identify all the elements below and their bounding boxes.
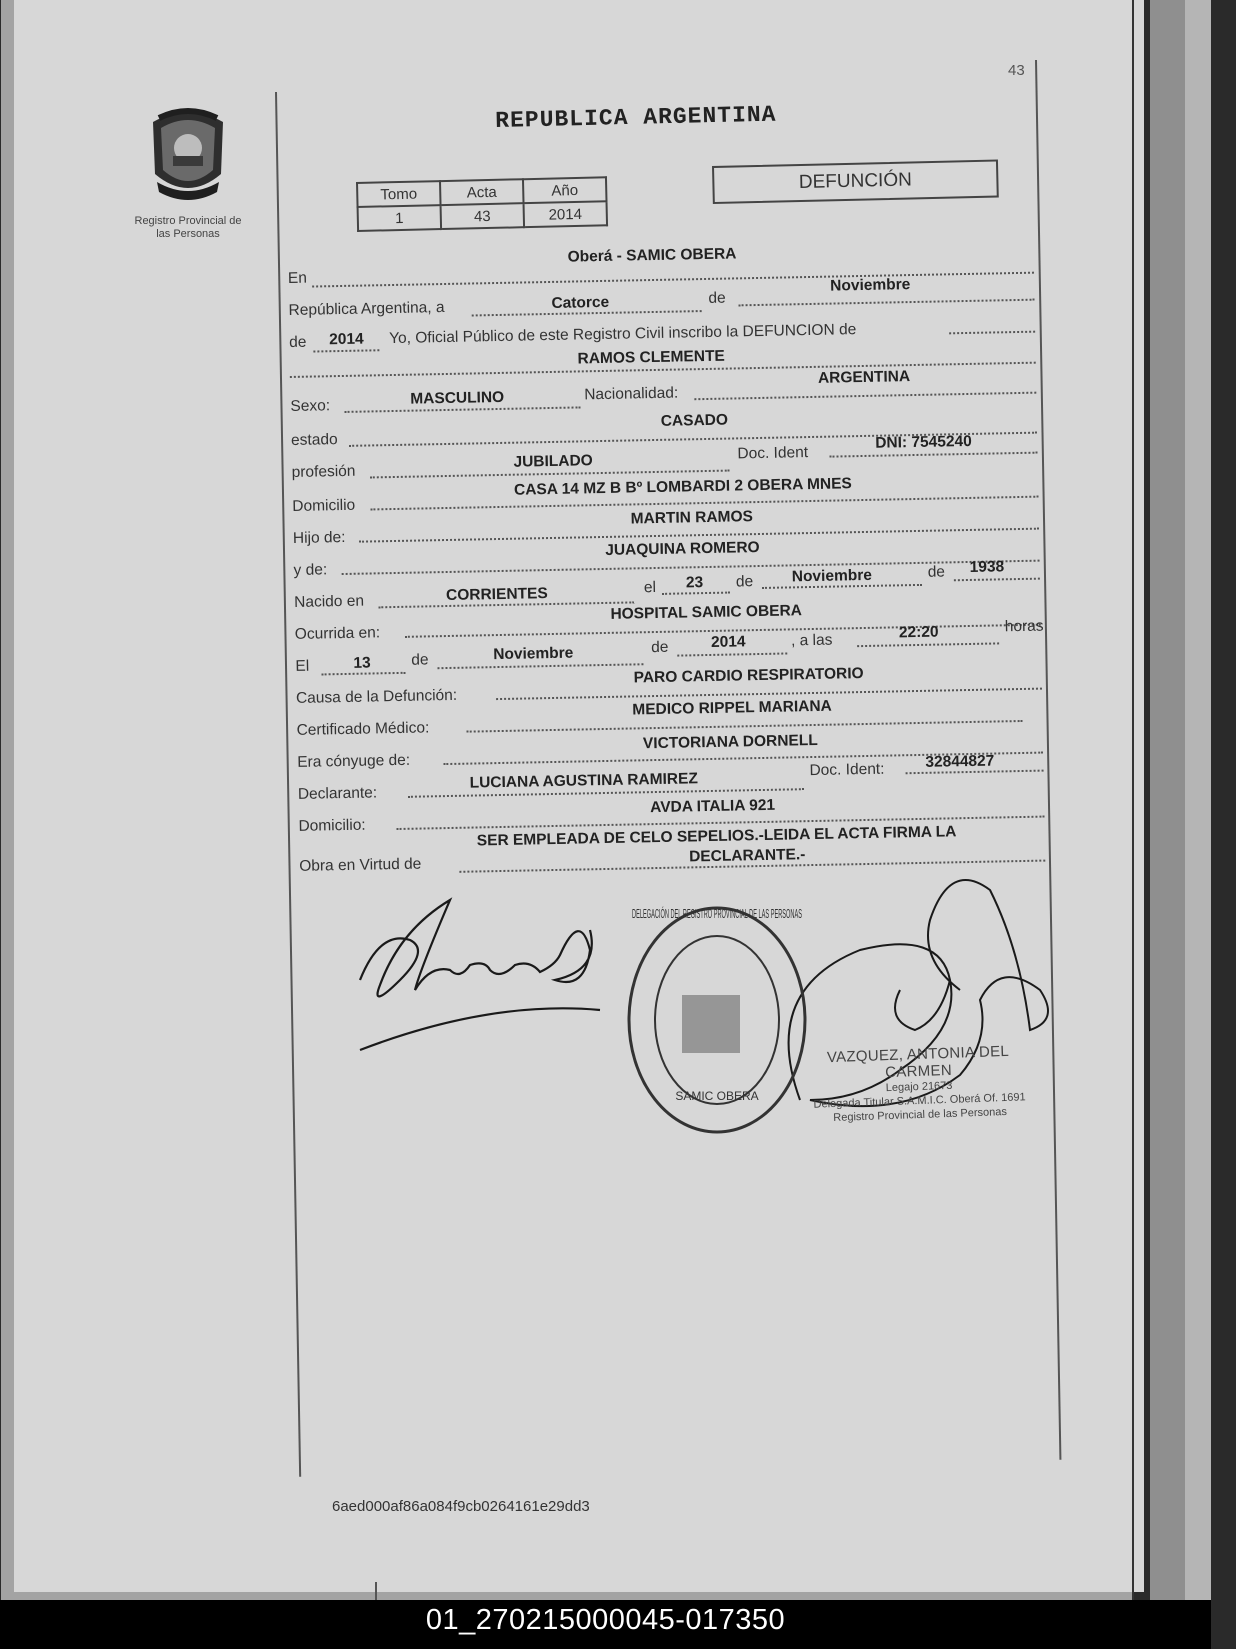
def-anio-line xyxy=(677,652,787,656)
mes-line xyxy=(739,299,1035,307)
official-block xyxy=(793,1042,1046,1127)
profesion-label: profesión xyxy=(291,462,356,481)
padre-value: MARTIN RAMOS xyxy=(630,508,754,528)
hora-value: 22:20 xyxy=(898,623,939,642)
mes-value: Noviembre xyxy=(830,276,911,295)
domicilio-label: Domicilio xyxy=(292,496,356,515)
nacionalidad-line xyxy=(694,392,1036,401)
header-anio: Año xyxy=(523,177,607,203)
inscribo-line xyxy=(949,331,1035,335)
el-label: el xyxy=(643,578,657,597)
profesion-value: JUBILADO xyxy=(513,452,593,471)
madre-value: JUAQUINA ROMERO xyxy=(605,538,760,559)
stamp-text: DELEGACIÓN DEL REGISTRO PROVINCIAL DE LAS PERSONAS xyxy=(632,906,803,921)
def-dia-value: 13 xyxy=(353,654,371,672)
doc-label: Doc. Ident xyxy=(737,444,809,463)
value-anio: 2014 xyxy=(524,201,608,227)
yde-label: y de: xyxy=(293,561,328,579)
nombre-value: RAMOS CLEMENTE xyxy=(577,347,725,368)
declarant-signature xyxy=(360,900,600,1050)
de-label-2: de xyxy=(289,333,307,351)
dia-texto-value: Catorce xyxy=(551,293,610,312)
estado-label: estado xyxy=(290,431,338,449)
inscribo-text: Yo, Oficial Público de este Registro Civil inscribo la DEFUNCION de xyxy=(388,321,857,348)
lugar-line xyxy=(312,272,1034,288)
horas-label: horas xyxy=(1004,617,1044,636)
anio-value: 2014 xyxy=(328,330,364,349)
doc-line xyxy=(829,452,1037,458)
def-de-label: de xyxy=(411,651,429,669)
declarante-value: LUCIANA AGUSTINA RAMIREZ xyxy=(469,770,699,792)
def-anio-value: 2014 xyxy=(710,633,746,651)
en-label: En xyxy=(287,269,308,287)
header-tomo: Tomo xyxy=(357,181,441,207)
lugar-value: Oberá - SAMIC OBERA xyxy=(567,245,737,266)
document-hash: 6aed000af86a084f9cb0264161e29dd3 xyxy=(332,1498,590,1515)
nac-anio-value: 1938 xyxy=(969,558,1005,576)
def-mes-line xyxy=(437,663,643,669)
nac-de-label: de xyxy=(735,573,754,591)
decl-doc-label: Doc. Ident: xyxy=(809,760,885,780)
value-acta: 43 xyxy=(441,203,525,229)
obra-label: Obra en Virtud de xyxy=(299,855,422,875)
estado-value: CASADO xyxy=(660,411,729,430)
certificado-line xyxy=(467,720,1023,733)
conyuge-value: VICTORIANA DORNELL xyxy=(642,731,818,753)
seal-caption-line1: Registro Provincial de xyxy=(134,215,242,227)
seal-caption-line2: las Personas xyxy=(156,228,220,240)
document-title: REPUBLICA ARGENTINA xyxy=(495,101,777,134)
obra-line1-value: SER EMPLEADA DE CELO SEPELIOS.-LEIDA EL ACTA FIRMA LA xyxy=(476,823,957,850)
official-cargo: Delegada Titular S.A.M.I.C. Oberá Of. 1691 xyxy=(813,1091,1026,1111)
nac-mes-line xyxy=(762,584,922,589)
nacionalidad-label: Nacionalidad: xyxy=(584,384,679,404)
sexo-label: Sexo: xyxy=(290,397,331,415)
de-label-1: de xyxy=(708,289,726,307)
nac-de-label2: de xyxy=(927,563,946,581)
doc-value: DNI: 7545240 xyxy=(875,432,972,452)
certificado-value: MEDICO RIPPEL MARIANA xyxy=(632,697,832,719)
nac-dia-line xyxy=(662,592,730,595)
nac-anio-line xyxy=(954,578,1040,582)
header-acta: Acta xyxy=(440,179,524,205)
def-de-label2: de xyxy=(650,638,669,657)
conyuge-label: Era cónyuge de: xyxy=(297,751,411,771)
decl-doc-value: 32844827 xyxy=(925,752,995,771)
hora-line xyxy=(857,642,999,647)
def-mes-value: Noviembre xyxy=(493,644,574,664)
sexo-value: MASCULINO xyxy=(410,388,505,408)
causa-label: Causa de la Defunción: xyxy=(295,686,458,707)
decl-dom-label: Domicilio: xyxy=(298,816,366,835)
decl-dom-value: AVDA ITALIA 921 xyxy=(650,796,776,817)
causa-value: PARO CARDIO RESPIRATORIO xyxy=(633,665,864,687)
ocurrida-value: HOSPITAL SAMIC OBERA xyxy=(610,602,803,623)
official-registro: Registro Provincial de las Personas xyxy=(833,1105,1008,1125)
alas-label: , a las xyxy=(790,631,833,650)
nacionalidad-value: ARGENTINA xyxy=(817,368,911,387)
certificado-label: Certificado Médico: xyxy=(296,719,430,739)
republica-label: República Argentina, a xyxy=(288,299,445,319)
el2-label: El xyxy=(295,657,310,675)
act-type-box: DEFUNCIÓN xyxy=(712,160,999,204)
registry-stamp xyxy=(622,900,812,1140)
obra-line2-value: DECLARANTE.- xyxy=(688,846,806,866)
nac-dia-value: 23 xyxy=(685,574,704,592)
official-name: VAZQUEZ, ANTONIA DEL CARMEN xyxy=(826,1042,1010,1082)
footer-id: 01_270215000045-017350 xyxy=(425,1604,786,1636)
hijo-label: Hijo de: xyxy=(292,528,346,547)
declarante-label: Declarante: xyxy=(297,784,378,803)
nac-mes-value: Noviembre xyxy=(791,566,873,586)
stamp-inner-text: SAMIC OBERA xyxy=(675,1089,759,1103)
nacido-label: Nacido en xyxy=(294,592,365,611)
page-number: 43 xyxy=(1008,62,1025,79)
domicilio-value: CASA 14 MZ B Bº LOMBARDI 2 OBERA MNES xyxy=(513,475,852,499)
ocurrida-label: Ocurrida en: xyxy=(294,624,381,643)
def-dia-line xyxy=(322,672,406,676)
anio-line xyxy=(313,349,379,352)
value-tomo: 1 xyxy=(358,205,442,231)
official-legajo: Legajo 21673 xyxy=(885,1079,953,1095)
nacido-value: CORRIENTES xyxy=(445,585,548,605)
